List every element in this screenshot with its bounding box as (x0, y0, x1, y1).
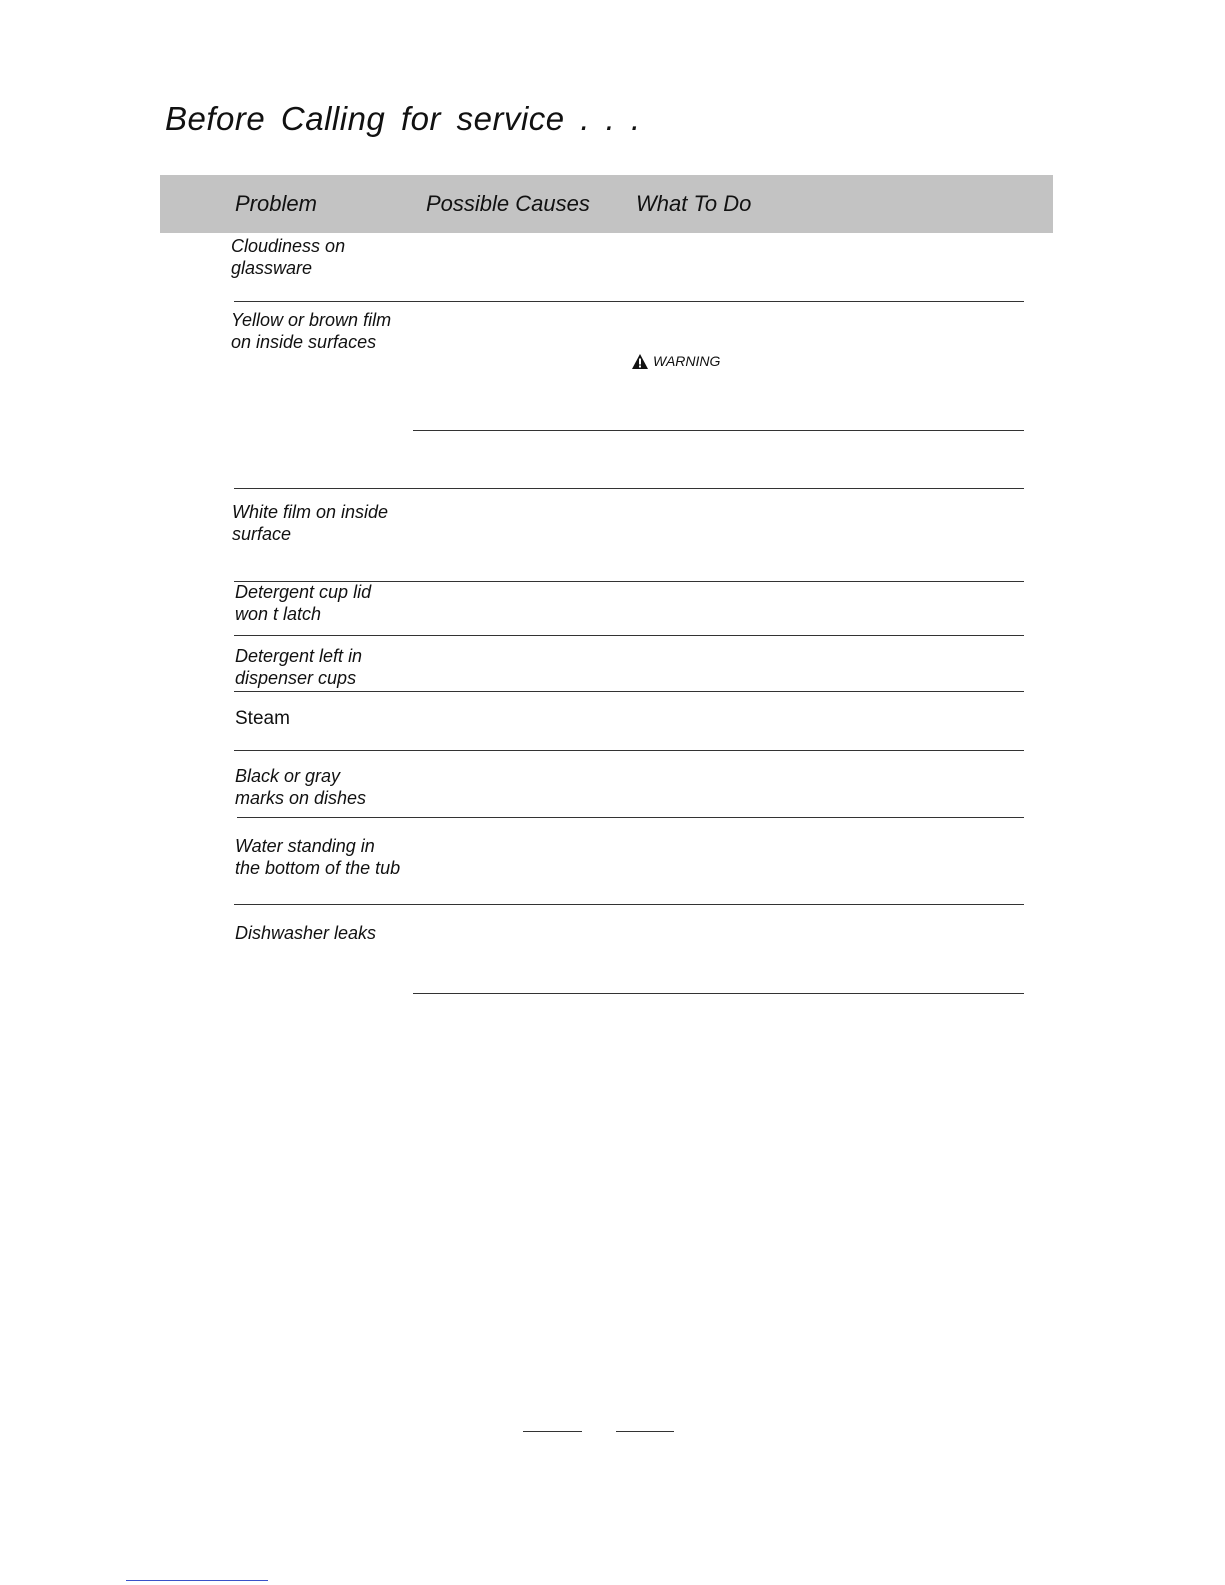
header-possible-causes: Possible Causes (426, 191, 590, 216)
page-title: Before Calling for service . . . (165, 100, 641, 137)
divider (413, 430, 1024, 431)
problem-yellow-film: Yellow or brown film on inside surfaces (231, 310, 392, 352)
header-what-to-do: What To Do (636, 191, 752, 216)
problem-dishwasher-leaks: Dishwasher leaks (235, 923, 377, 943)
footer-line-left (523, 1431, 582, 1432)
divider (234, 904, 1024, 905)
divider (234, 488, 1024, 489)
divider (234, 691, 1024, 692)
header-problem: Problem (235, 191, 317, 216)
problem-water-standing: Water standing in the bottom of the tub (235, 836, 401, 878)
bottom-link-underline[interactable] (126, 1580, 268, 1581)
warning-label: WARNING (653, 353, 721, 369)
problem-cloudiness: Cloudiness on glassware (231, 236, 346, 278)
problem-black-gray-marks: Black or gray marks on dishes (235, 766, 367, 808)
divider (413, 993, 1024, 994)
warning-triangle-icon (632, 354, 648, 369)
divider (237, 817, 1024, 818)
warning-notice (632, 353, 720, 369)
divider (234, 750, 1024, 751)
footer-line-right (616, 1431, 674, 1432)
problem-steam: Steam (235, 708, 290, 729)
problem-detergent-cup-lid: Detergent cup lid won t latch (235, 582, 372, 624)
problem-white-film: White film on inside surface (232, 502, 389, 544)
problem-detergent-left: Detergent left in dispenser cups (235, 646, 363, 688)
divider (234, 301, 1024, 302)
divider (234, 635, 1024, 636)
